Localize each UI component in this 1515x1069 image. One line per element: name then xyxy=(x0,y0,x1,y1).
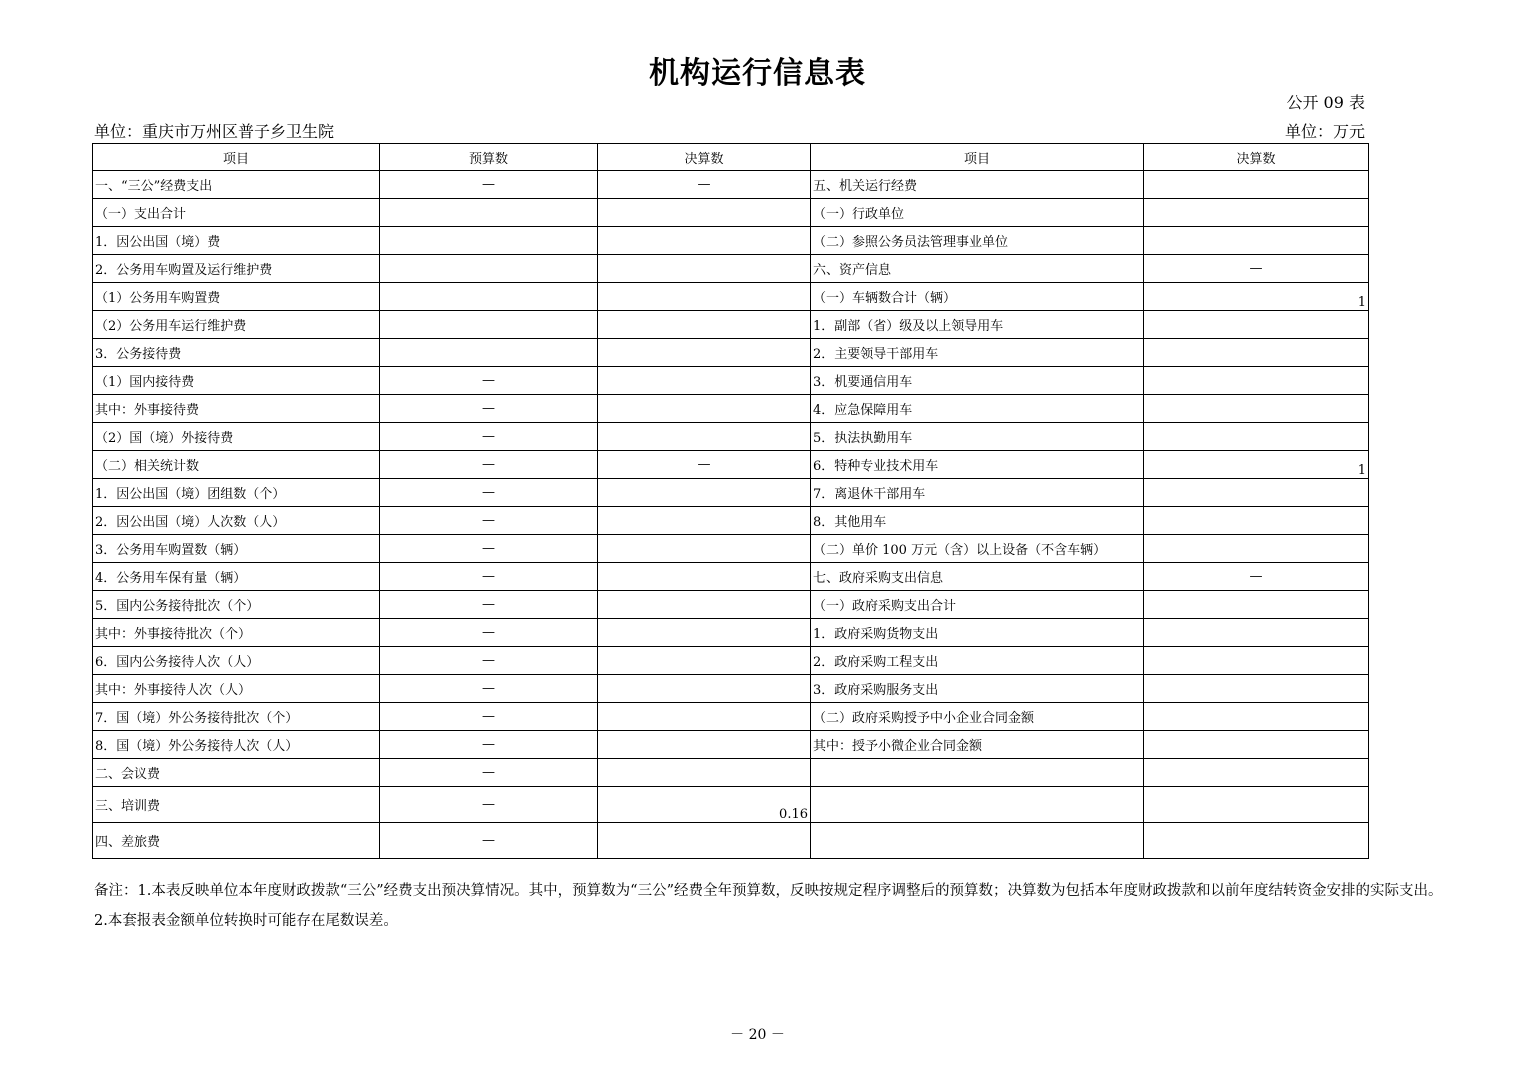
cell-final-left xyxy=(598,479,811,507)
cell-final-left: 0.16 xyxy=(598,787,811,823)
cell-item-right: 其中：授予小微企业合同金额 xyxy=(811,731,1144,759)
cell-budget: — xyxy=(380,507,598,535)
cell-final-left xyxy=(598,507,811,535)
cell-item-left: 一、“三公”经费支出 xyxy=(93,171,380,199)
cell-budget xyxy=(380,283,598,311)
header-budget: 预算数 xyxy=(380,144,598,171)
cell-final-left xyxy=(598,759,811,787)
table-row xyxy=(93,367,1369,395)
cell-final-right xyxy=(1144,619,1369,647)
cell-budget xyxy=(380,339,598,367)
cell-item-left: 4．公务用车保有量（辆） xyxy=(93,563,380,591)
cell-budget: — xyxy=(380,423,598,451)
cell-item-left: 其中：外事接待费 xyxy=(93,395,380,423)
cell-final-left xyxy=(598,395,811,423)
cell-item-left: 1．因公出国（境）团组数（个） xyxy=(93,479,380,507)
cell-item-right xyxy=(811,787,1144,823)
cell-item-left: （二）相关统计数 xyxy=(93,451,380,479)
cell-item-right: 4．应急保障用车 xyxy=(811,395,1144,423)
cell-final-left xyxy=(598,199,811,227)
cell-item-right: 2．政府采购工程支出 xyxy=(811,647,1144,675)
page-number: － 20 － xyxy=(730,1027,785,1043)
cell-item-right: （一）车辆数合计（辆） xyxy=(811,283,1144,311)
cell-final-right xyxy=(1144,823,1369,859)
cell-final-right xyxy=(1144,311,1369,339)
table-row xyxy=(93,395,1369,423)
table-row xyxy=(93,647,1369,675)
cell-item-left: （一）支出合计 xyxy=(93,199,380,227)
table-row xyxy=(93,311,1369,339)
cell-item-left: 6．国内公务接待人次（人） xyxy=(93,647,380,675)
cell-budget: — xyxy=(380,731,598,759)
table-row xyxy=(93,535,1369,563)
table-row xyxy=(93,199,1369,227)
table-row xyxy=(93,423,1369,451)
cell-item-right: 1．政府采购货物支出 xyxy=(811,619,1144,647)
cell-item-right: （一）行政单位 xyxy=(811,199,1144,227)
cell-final-left xyxy=(598,591,811,619)
table-row xyxy=(93,507,1369,535)
cell-final-left xyxy=(598,367,811,395)
cell-item-left: 8．国（境）外公务接待人次（人） xyxy=(93,731,380,759)
cell-final-left xyxy=(598,255,811,283)
cell-final-right: 1 xyxy=(1144,451,1369,479)
currency-unit: 单位：万元 xyxy=(1284,122,1365,141)
cell-item-left: 3．公务用车购置数（辆） xyxy=(93,535,380,563)
cell-item-right: 3．机要通信用车 xyxy=(811,367,1144,395)
cell-budget: — xyxy=(380,563,598,591)
form-number: 公开 09 表 xyxy=(1286,93,1365,112)
cell-final-right xyxy=(1144,367,1369,395)
cell-budget: — xyxy=(380,171,598,199)
cell-final-right xyxy=(1144,507,1369,535)
table-row xyxy=(93,787,1369,823)
cell-item-left: （1）国内接待费 xyxy=(93,367,380,395)
cell-final-left xyxy=(598,339,811,367)
notes xyxy=(94,876,1474,936)
cell-final-left xyxy=(598,563,811,591)
cell-item-right: 5．执法执勤用车 xyxy=(811,423,1144,451)
cell-item-right: （二）政府采购授予中小企业合同金额 xyxy=(811,703,1144,731)
header-final-left: 决算数 xyxy=(598,144,811,171)
cell-final-right xyxy=(1144,703,1369,731)
cell-item-right: 6．特种专业技术用车 xyxy=(811,451,1144,479)
cell-budget xyxy=(380,199,598,227)
table-row xyxy=(93,451,1369,479)
cell-final-right: — xyxy=(1144,563,1369,591)
table-row xyxy=(93,731,1369,759)
cell-item-right xyxy=(811,823,1144,859)
table-header-row xyxy=(93,144,1369,171)
table-body xyxy=(93,171,1369,859)
cell-item-right: （一）政府采购支出合计 xyxy=(811,591,1144,619)
cell-budget xyxy=(380,311,598,339)
cell-final-right: 1 xyxy=(1144,283,1369,311)
cell-item-left: 其中：外事接待人次（人） xyxy=(93,675,380,703)
cell-item-right: （二）单价 100 万元（含）以上设备（不含车辆） xyxy=(811,535,1144,563)
cell-final-right xyxy=(1144,787,1369,823)
cell-item-left: （2）公务用车运行维护费 xyxy=(93,311,380,339)
cell-budget: — xyxy=(380,619,598,647)
cell-item-left: （1）公务用车购置费 xyxy=(93,283,380,311)
cell-budget xyxy=(380,227,598,255)
cell-budget: — xyxy=(380,591,598,619)
table-row xyxy=(93,591,1369,619)
cell-final-right: — xyxy=(1144,255,1369,283)
cell-budget xyxy=(380,255,598,283)
cell-budget: — xyxy=(380,479,598,507)
cell-budget: — xyxy=(380,367,598,395)
table-row xyxy=(93,283,1369,311)
table-row xyxy=(93,823,1369,859)
cell-final-left xyxy=(598,647,811,675)
cell-item-left: 其中：外事接待批次（个） xyxy=(93,619,380,647)
cell-final-left xyxy=(598,535,811,563)
cell-budget: — xyxy=(380,823,598,859)
cell-item-left: 三、培训费 xyxy=(93,787,380,823)
cell-item-left: 3．公务接待费 xyxy=(93,339,380,367)
cell-item-left: 7．国（境）外公务接待批次（个） xyxy=(93,703,380,731)
cell-item-left: 二、会议费 xyxy=(93,759,380,787)
table-row xyxy=(93,339,1369,367)
note-1: 备注：1.本表反映单位本年度财政拨款“三公”经费支出预决算情况。其中，预算数为“三公”经费全年预算数，反映按规定程序调整后的预算数；决算数为包括本年度财政拨款和以前年度结转资金安排的实际支出。 xyxy=(94,883,1443,899)
table-row xyxy=(93,675,1369,703)
table-row xyxy=(93,619,1369,647)
cell-item-left: 1．因公出国（境）费 xyxy=(93,227,380,255)
cell-final-left xyxy=(598,283,811,311)
cell-item-right: 2．主要领导干部用车 xyxy=(811,339,1144,367)
cell-item-right: 8．其他用车 xyxy=(811,507,1144,535)
cell-item-left: 四、差旅费 xyxy=(93,823,380,859)
cell-final-left xyxy=(598,227,811,255)
cell-final-left xyxy=(598,675,811,703)
cell-item-left: （2）国（境）外接待费 xyxy=(93,423,380,451)
cell-final-right xyxy=(1144,479,1369,507)
cell-budget: — xyxy=(380,395,598,423)
cell-final-right xyxy=(1144,227,1369,255)
cell-final-left: — xyxy=(598,451,811,479)
cell-item-right: 1．副部（省）级及以上领导用车 xyxy=(811,311,1144,339)
cell-final-left xyxy=(598,423,811,451)
cell-final-left xyxy=(598,823,811,859)
cell-final-right xyxy=(1144,591,1369,619)
cell-budget: — xyxy=(380,451,598,479)
cell-item-right xyxy=(811,759,1144,787)
cell-final-left xyxy=(598,731,811,759)
cell-final-right xyxy=(1144,535,1369,563)
table-row xyxy=(93,703,1369,731)
cell-budget: — xyxy=(380,759,598,787)
cell-final-right xyxy=(1144,171,1369,199)
cell-item-right: 七、政府采购支出信息 xyxy=(811,563,1144,591)
cell-item-left: 2．公务用车购置及运行维护费 xyxy=(93,255,380,283)
cell-budget: — xyxy=(380,703,598,731)
table-row xyxy=(93,759,1369,787)
cell-item-right: 六、资产信息 xyxy=(811,255,1144,283)
cell-item-right: 3．政府采购服务支出 xyxy=(811,675,1144,703)
cell-item-right: （二）参照公务员法管理事业单位 xyxy=(811,227,1144,255)
cell-item-left: 5．国内公务接待批次（个） xyxy=(93,591,380,619)
table-row xyxy=(93,479,1369,507)
cell-final-left xyxy=(598,703,811,731)
table-row xyxy=(93,171,1369,199)
cell-item-right: 7．离退休干部用车 xyxy=(811,479,1144,507)
cell-final-right xyxy=(1144,339,1369,367)
cell-final-right xyxy=(1144,731,1369,759)
header-final-right: 决算数 xyxy=(1144,144,1369,171)
header-item-right: 项目 xyxy=(811,144,1144,171)
table-row xyxy=(93,563,1369,591)
cell-final-left xyxy=(598,311,811,339)
organization-unit: 单位：重庆市万州区普子乡卫生院 xyxy=(94,122,335,141)
cell-final-right xyxy=(1144,199,1369,227)
cell-final-right xyxy=(1144,759,1369,787)
header-item-left: 项目 xyxy=(93,144,380,171)
cell-final-right xyxy=(1144,675,1369,703)
info-table xyxy=(92,143,1369,859)
cell-final-left xyxy=(598,619,811,647)
cell-item-left: 2．因公出国（境）人次数（人） xyxy=(93,507,380,535)
cell-budget: — xyxy=(380,787,598,823)
table-row xyxy=(93,227,1369,255)
cell-final-right xyxy=(1144,647,1369,675)
note-2: 2.本套报表金额单位转换时可能存在尾数误差。 xyxy=(94,913,398,929)
cell-budget: — xyxy=(380,535,598,563)
page-title: 机构运行信息表 xyxy=(649,56,866,91)
cell-final-left: — xyxy=(598,171,811,199)
table-row xyxy=(93,255,1369,283)
cell-final-right xyxy=(1144,395,1369,423)
cell-final-right xyxy=(1144,423,1369,451)
cell-budget: — xyxy=(380,647,598,675)
cell-item-right: 五、机关运行经费 xyxy=(811,171,1144,199)
cell-budget: — xyxy=(380,675,598,703)
